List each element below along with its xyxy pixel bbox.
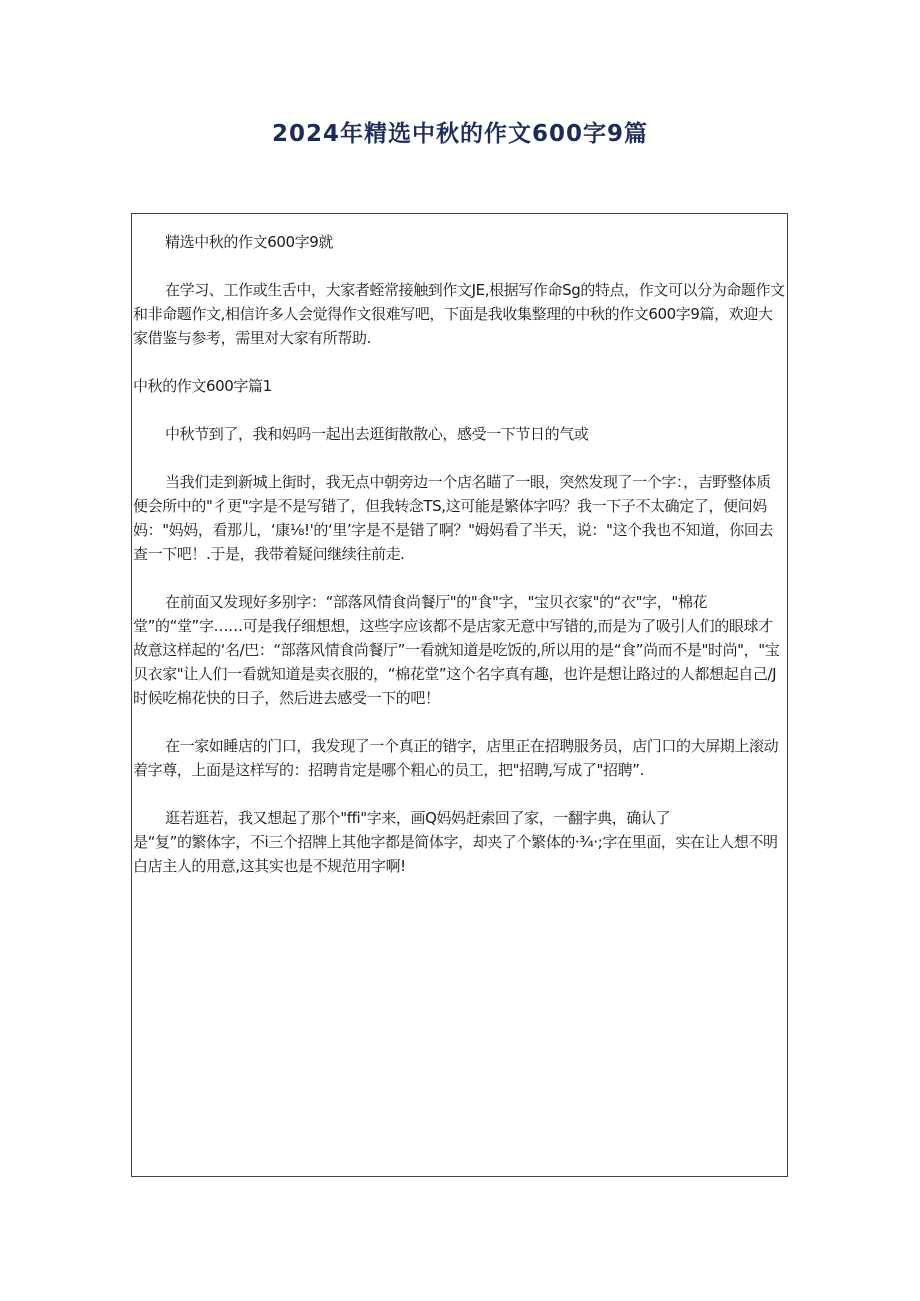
paragraph-intro: 在学习、工作或生舌中，大家者蛭常接触到作文JE,根据写作命Sg的特点，作文可以分为命题作文和非命题作文,相信许多人会觉得作文很难写吧，下面是我收集整理的中秋的作文600字9篇，欢迎大家借鉴与参考，需里对大家有所帮助. — [133, 281, 785, 347]
paragraph: 逛若逛若，我又想起了那个"ffi"字来，画Q妈妈赶索回了家，一翻字典，确认了 是“复”的繁体字，不i三个招牌上其他字都是简体字，却夹了个繁体的·¾·;字在里面，实在让人想不明白店主人的用意,这其实也是不规范用字啊! — [133, 809, 778, 875]
paragraph: 当我们走到新城上街时，我无点中朝旁边一个店名瞄了一眼，突然发现了一个字：，吉野整体质便会所中的"彳更"字是不是写错了，但我转念TS,这可能是繁体字吗？我一下子不太确定了，便问妈妈："妈妈，看那儿，‘康⅛!'的‘里’字是不是错了啊？"姆妈看了半天，说："这个我也不知道，你回去查一下吧！.于是，我带着疑问继续往前走. — [133, 473, 774, 563]
paragraph: 中秋节到了，我和妈吗一起出去逛街散散心，感受一下节日的气或 — [165, 425, 589, 443]
section-heading: 中秋的作文600字篇1 — [133, 377, 272, 395]
document-title: 2024年精选中秋的作文600字9篇 — [271, 121, 649, 147]
paragraph: 在前面又发现好多别字：“部落风情食尚餐厅"的"食"字，"宝贝衣家"的“衣"字，"棉花堂”的“堂”字……可是我仔细想想，这些字应该都不是店家无意中写错的,而是为了吸引人们的眼球才故意这样起的‘名/巴：“部落风情食尚餐厅”一看就知道是吃饭的,所以用的是“食”尚而不是"时尚"，"宝贝衣家"让人们一看就知道是卖衣服的，“棉花堂”这个名字真有趣，也许是想让路过的人都想起自己/J时候吃棉花快的日子，然后进去感受一下的吧！ — [133, 593, 780, 707]
paragraph-subtitle: 精选中秋的作文600字9就 — [165, 233, 333, 251]
document-body — [133, 230, 785, 878]
paragraph: 在一家如睡店的门口，我发现了一个真正的错字，店里正在招聘服务员，店门口的大屏期上滚动着字尊，上面是这样写的：招聘肯定是哪个粗心的员工，把"招聘,写成了"招聘”. — [133, 737, 779, 779]
